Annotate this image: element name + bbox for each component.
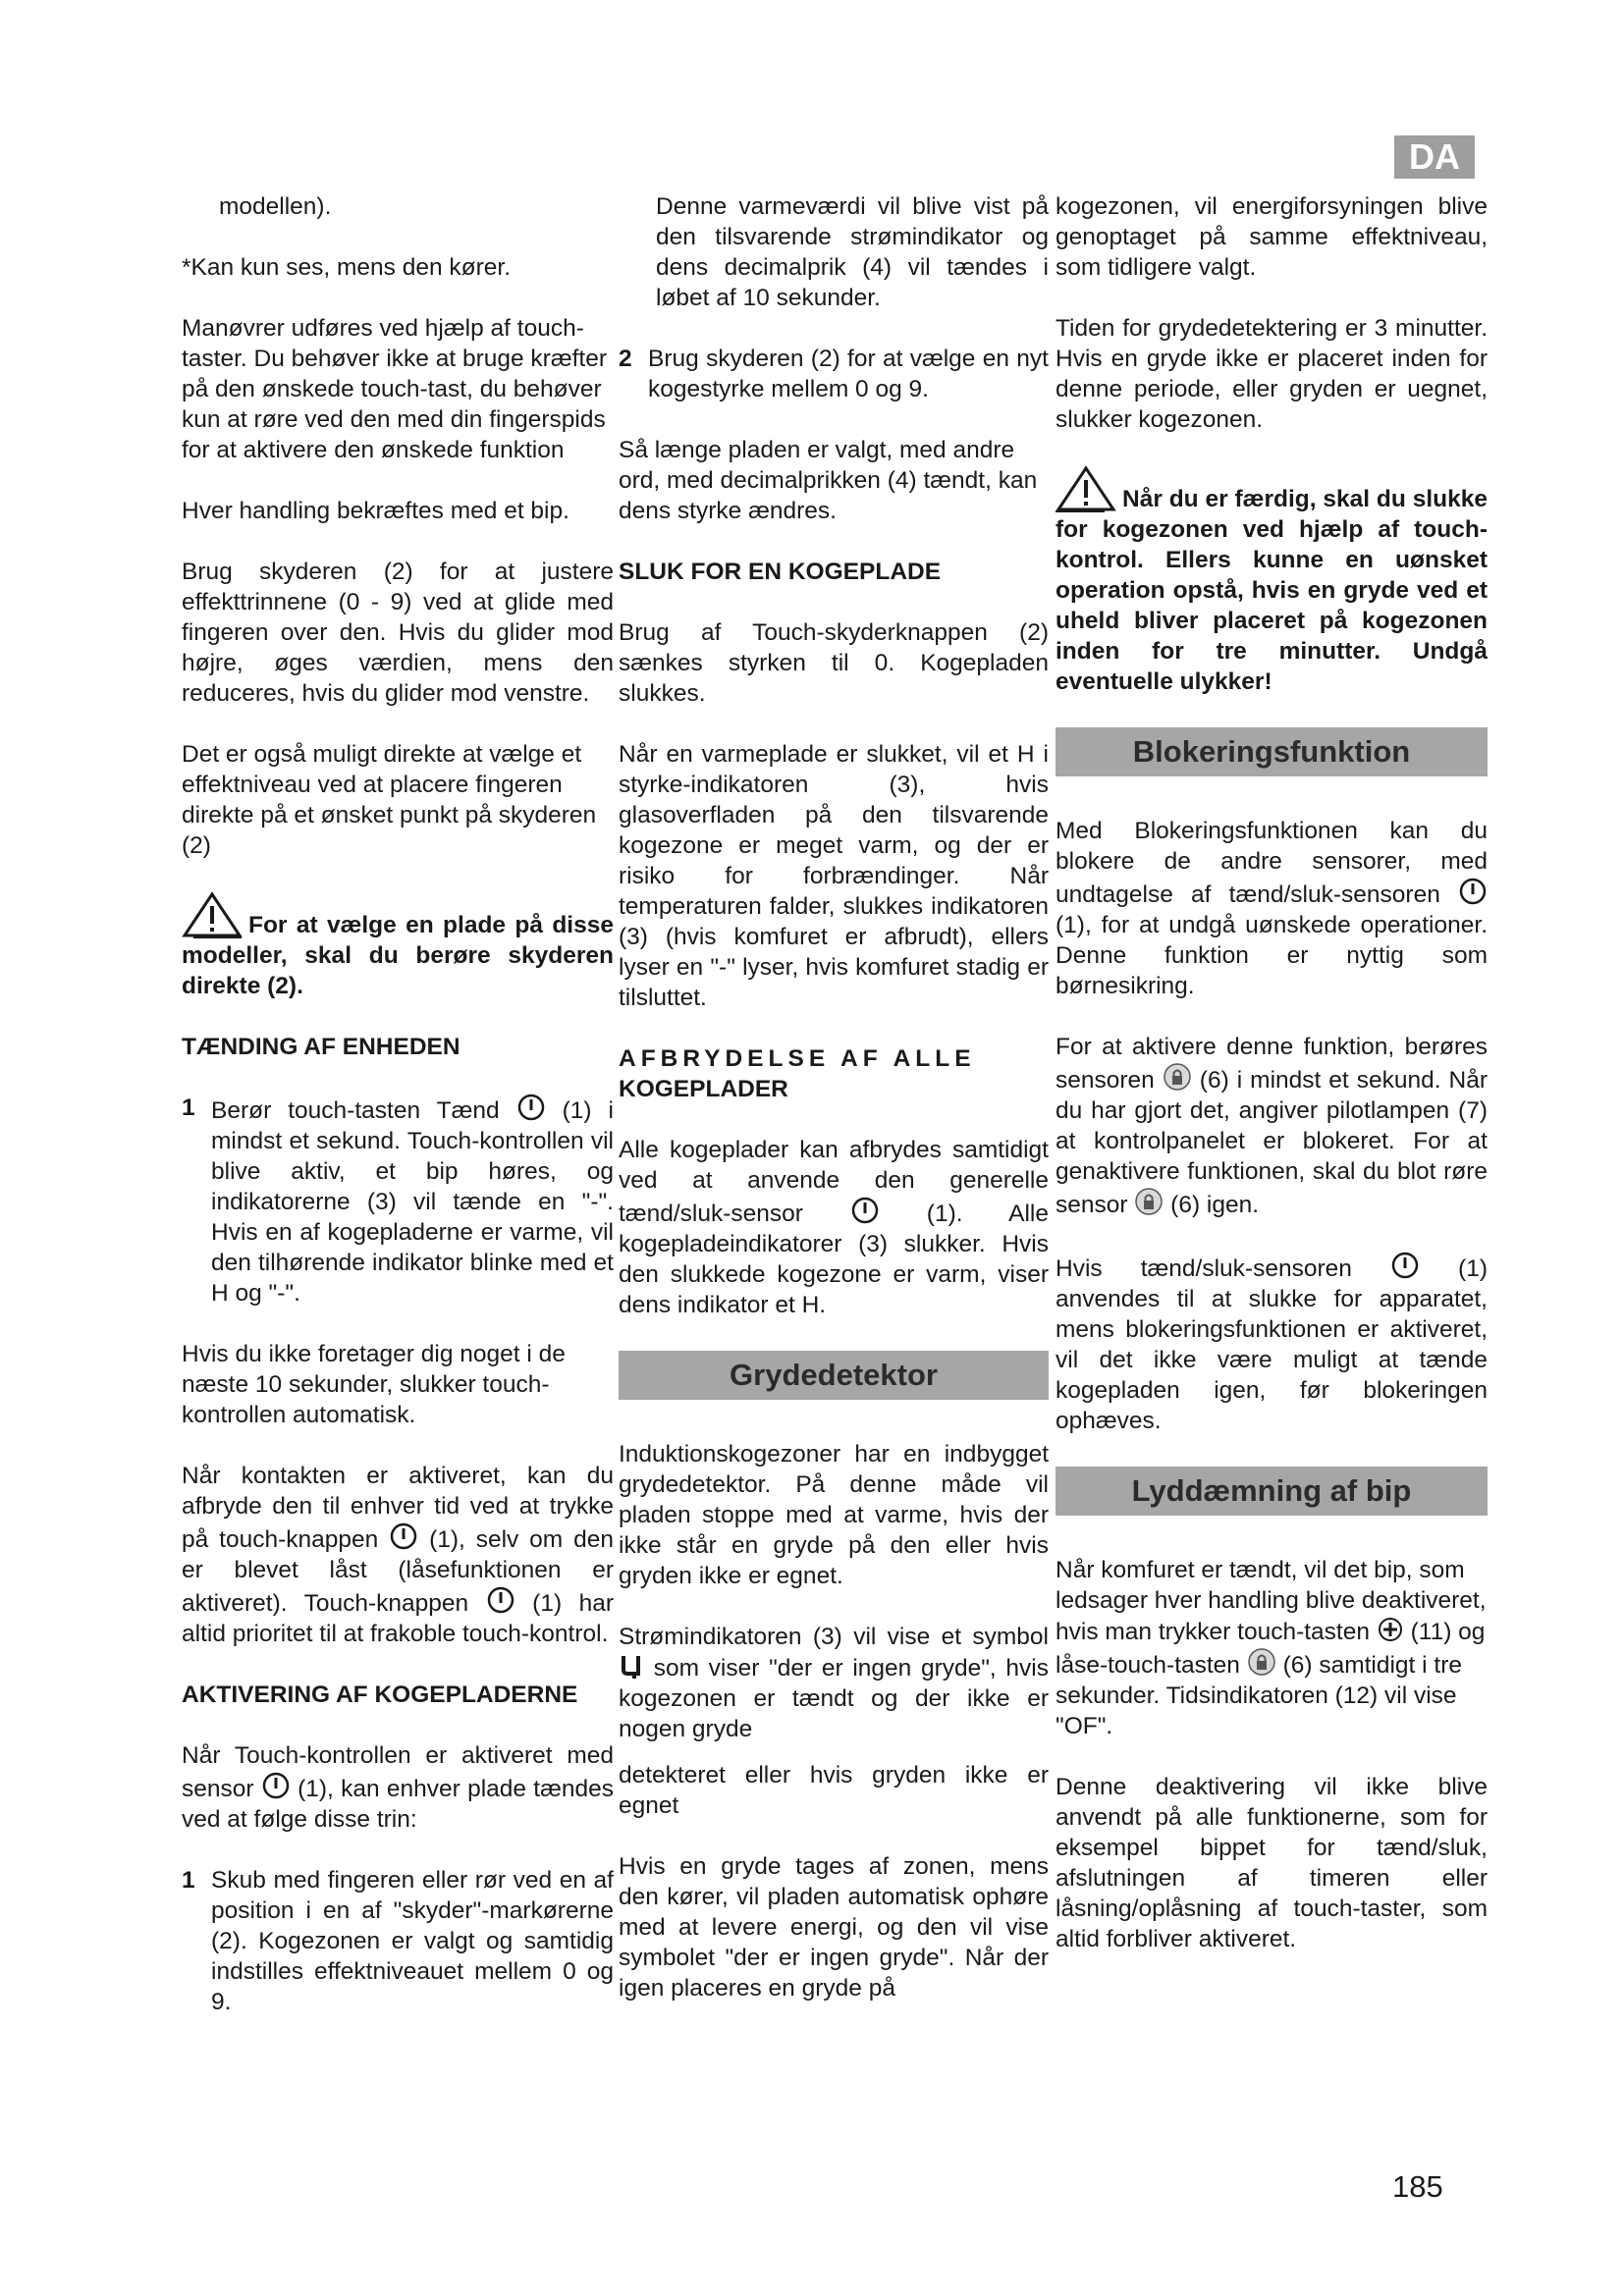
paragraph: Når Touch-kontrollen er aktiveret med sensor (1), kan enhver plade tændes ved at følge disse trin: (182, 1742, 615, 1833)
lock-sensor-icon (1247, 1647, 1276, 1677)
section-bar-blokering: Blokeringsfunktion (1056, 727, 1488, 776)
section-bar-lyd: Lyddæmning af bip (1056, 1467, 1488, 1516)
paragraph: kogezonen, vil energiforsyningen blive genoptaget på samme effektniveau, som tidligere valgt. (1056, 193, 1488, 281)
no-pot-symbol-icon (619, 1652, 644, 1680)
paragraph: Brug af Touch-skyderknappen (2) sænkes styrken til 0. Kogepladen slukkes. (619, 619, 1049, 707)
paragraph: Strømindikatoren (3) vil vise et symbol som viser "der er ingen gryde", hvis kogezonen er tændt og der ikke er nogen gryde (619, 1624, 1049, 1742)
paragraph: Med Blokeringsfunktionen kan du blokere de andre sensorer, med undtagelse af tænd/sluk-sensoren (1), for at undgå uønskede operationer. Denne funktion er nyttig som børnesikring. (1056, 818, 1488, 999)
section-heading: TÆNDING AF ENHEDEN (182, 1034, 460, 1060)
paragraph: Når en varmeplade er slukket, vil et H i styrke-indikatoren (3), hvis glasoverfladen på den tilsvarende kogezone er meget varm, og der er risiko for forbrændinger. Når temperaturen falder, slukkes indikatoren (3) (hvis komfuret er afbrudt), ellers lyser en "-" lyser, hvis komfuret stadig er tilsluttet. (619, 741, 1049, 1011)
column-3 (1056, 191, 1488, 1985)
step-text: Brug skyderen (2) for at vælge en nyt kogestyrke mellem 0 og 9. (648, 346, 1049, 402)
paragraph: Alle kogeplader kan afbrydes samtidigt ved at anvende den generelle tænd/sluk-sensor (1). Alle kogepladeindikatorer (3) slukker. Hvis den slukkede kogezone er varm, viser dens indikator et H. (619, 1137, 1049, 1318)
step-number: 2 (619, 346, 632, 372)
power-icon (516, 1093, 546, 1122)
section-heading: AKTIVERING AF KOGEPLADERNE (182, 1682, 578, 1708)
paragraph: Denne deaktivering vil ikke blive anvendt på alle funktionerne, som for eksempel bippet for tænd/sluk, afslutningen af timeren eller låsning/oplåsning af touch-taster, som altid forbliver aktiveret. (1056, 1774, 1488, 1952)
step-text: Skub med fingeren eller rør ved en af position i en af "skyder"-markørerne (2). Kogezonen er valgt og samtidig indstilles effektniveauet mellem 0 og 9. (211, 1867, 614, 2015)
power-icon (486, 1585, 515, 1615)
plus-icon (1377, 1616, 1404, 1643)
warning-triangle-icon (182, 891, 243, 938)
numbered-step (182, 1865, 614, 2017)
step-number: 1 (182, 1095, 195, 1121)
paragraph: Det er også muligt direkte at vælge et effektniveau ved at placere fingeren direkte på et ønsket punkt på skyderen (2) (182, 741, 597, 859)
column-2 (619, 191, 1049, 2034)
power-icon (261, 1771, 291, 1800)
warning-note (182, 891, 614, 1001)
language-badge: DA (1394, 135, 1475, 179)
numbered-step (182, 1093, 614, 1308)
step-text: Berør touch-tasten Tænd (1) i mindst et sekund. Touch-kontrollen vil blive aktiv, et bip høres, og indikatorerne (3) vil tænde en "-". Hvis en af kogepladerne er varme, vil den tilhørende indikator blinke med et H og "-". (211, 1093, 614, 1308)
warning-text: Når du er færdig, skal du slukke for kogezonen ved hjælp af touch-kontrol. Ellers kunne en uønsket operation opstå, hvis en gryde ved et uheld bliver placeret på kogezonen inden for tre minutter. Undgå eventuelle ulykker! (1056, 486, 1488, 695)
paragraph: modellen). (219, 193, 332, 220)
power-icon (850, 1196, 880, 1225)
warning-text: For at vælge en plade på disse modeller, skal du berøre skyderen direkte (2). (182, 912, 614, 999)
paragraph: Manøvrer udføres ved hjælp af touch-taster. Du behøver ikke at bruge kræfter på den ønskede touch-tast, du behøver kun at røre ved den med din fingerspids for at aktivere den ønskede funktion (182, 315, 608, 463)
paragraph: Brug skyderen (2) for at justere effekttrinnene (0 - 9) ved at glide med fingeren over den. Hvis du glider mod højre, øges værdien, mens den reduceres, hvis du glider mod venstre. (182, 559, 614, 707)
paragraph: Denne varmeværdi vil blive vist på den tilsvarende strømindikator og dens decimalprik (4) vil tændes i løbet af 10 sekunder. (656, 193, 1049, 311)
power-icon (1458, 877, 1488, 906)
paragraph: Induktionskogezoner har en indbygget grydedetektor. På denne måde vil pladen stoppe med at varme, hvis der ikke står en gryde på den eller hvis gryden ikke er egnet. (619, 1441, 1049, 1589)
paragraph: Hvis tænd/sluk-sensoren (1) anvendes til at slukke for apparatet, mens blokeringsfunktionen er aktiveret, vil det ikke være muligt at tænde kogepladen igen, før blokeringen ophæves. (1056, 1251, 1488, 1436)
page-number: 185 (1392, 2169, 1443, 2204)
numbered-step (619, 344, 1049, 404)
paragraph: Hver handling bekræftes med et bip. (182, 498, 569, 524)
paragraph: For at aktivere denne funktion, berøres sensoren (6) i mindst et sekund. Når du har gjort det, angiver pilotlampen (7) at kontrolpanelet er blokeret. For at genaktivere funktionen, skal du blot røre sensor (6) igen. (1056, 1034, 1489, 1218)
paragraph: detekteret eller hvis gryden ikke er egnet (619, 1762, 1049, 1819)
paragraph: Så længe pladen er valgt, med andre ord, med decimalprikken (4) tændt, kan dens styrke ændres. (619, 437, 1038, 524)
warning-note (1056, 465, 1488, 697)
section-bar-grydedetektor: Grydedetektor (619, 1351, 1049, 1400)
paragraph: Hvis en gryde tages af zonen, mens den kører, vil pladen automatisk ophøre med at levere energi, og den vil vise symbolet "der er ingen gryde". Når der igen placeres en gryde på (619, 1853, 1049, 2002)
power-icon (389, 1522, 418, 1551)
power-icon (1390, 1251, 1420, 1280)
section-heading: SLUK FOR EN KOGEPLADE (619, 559, 942, 585)
lock-sensor-icon (1134, 1187, 1164, 1216)
paragraph: *Kan kun ses, mens den kører. (182, 254, 511, 281)
paragraph: Tiden for grydedetektering er 3 minutter. Hvis en gryde ikke er placeret inden for denne periode, eller gryden er uegnet, slukker kogezonen. (1056, 315, 1488, 433)
section-heading: AFBRYDELSE AF ALLE (619, 1045, 976, 1072)
step-number: 1 (182, 1867, 195, 1894)
paragraph: Hvis du ikke foretager dig noget i de næste 10 sekunder, slukker touch-kontrollen automatisk. (182, 1341, 566, 1428)
paragraph: Når komfuret er tændt, vil det bip, som ledsager hver handling blive deaktiveret, hvis man trykker touch-tasten (11) og låse-touch-tasten (6) samtidigt i tre sekunder. Tidsindikatoren (12) vil vise "OF". (1056, 1557, 1487, 1739)
paragraph: Når kontakten er aktiveret, kan du afbryde den til enhver tid ved at trykke på touch-knappen (1), selv om den er blevet låst (låsefunktionen er aktiveret). Touch-knappen (1) har altid prioritet til at frakoble touch-kontrol. (182, 1463, 614, 1647)
column-1 (182, 191, 614, 2048)
section-heading-continued: KOGEPLADER (619, 1076, 788, 1102)
warning-triangle-icon (1056, 465, 1116, 512)
lock-sensor-icon (1163, 1062, 1192, 1092)
